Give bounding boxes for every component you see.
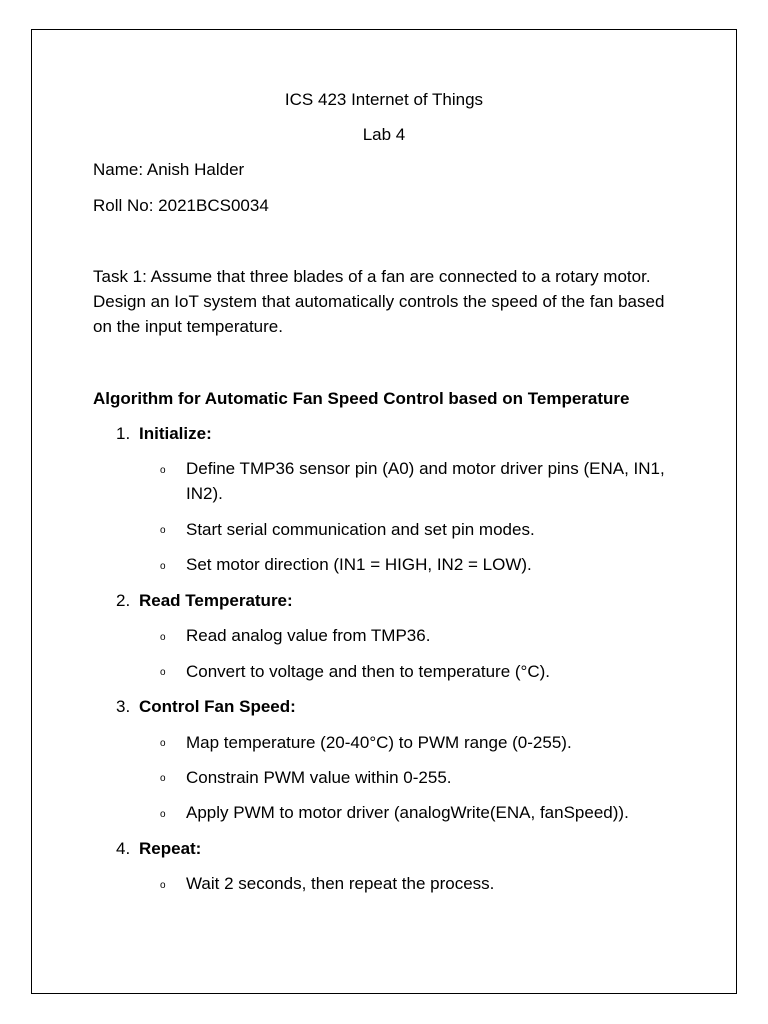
step-number: 2.	[116, 591, 131, 610]
step-item: Start serial communication and set pin modes.	[186, 520, 535, 539]
step-number: 4.	[116, 839, 131, 858]
step-item: Constrain PWM value within 0-255.	[186, 768, 452, 787]
step-item: Map temperature (20-40°C) to PWM range (0-255).	[186, 733, 572, 752]
lab-title: Lab 4	[362, 125, 406, 144]
algorithm-heading: Algorithm for Automatic Fan Speed Control based on Temperature	[93, 389, 630, 408]
step-item: Wait 2 seconds, then repeat the process.	[186, 874, 495, 893]
bullet-icon: o	[160, 465, 166, 476]
bullet-icon: o	[160, 880, 166, 891]
bullet-icon: o	[160, 525, 166, 536]
step-title: Control Fan Speed:	[139, 697, 296, 716]
step-number: 3.	[116, 697, 131, 716]
student-roll: Roll No: 2021BCS0034	[93, 196, 269, 215]
step-title: Repeat:	[139, 839, 202, 858]
student-name: Name: Anish Halder	[93, 160, 245, 179]
bullet-icon: o	[160, 809, 166, 820]
step-item: Set motor direction (IN1 = HIGH, IN2 = LOW).	[186, 555, 532, 574]
step-item: Read analog value from TMP36.	[186, 626, 431, 645]
step-title: Read Temperature:	[139, 591, 293, 610]
bullet-icon: o	[160, 773, 166, 784]
step-item: Apply PWM to motor driver (analogWrite(ENA, fanSpeed)).	[186, 803, 629, 822]
step-number: 1.	[116, 424, 131, 443]
bullet-icon: o	[160, 667, 166, 678]
step-item: Define TMP36 sensor pin (A0) and motor driver pins (ENA, IN1, IN2).	[186, 459, 665, 503]
bullet-icon: o	[160, 738, 166, 749]
task-description: Task 1: Assume that three blades of a fan are connected to a rotary motor. Design an IoT system that automatically controls the speed of the fan based on the input temperature.	[93, 267, 665, 336]
step-title: Initialize:	[139, 424, 212, 443]
bullet-icon: o	[160, 561, 166, 572]
course-title: ICS 423 Internet of Things	[284, 90, 484, 109]
bullet-icon: o	[160, 632, 166, 643]
step-item: Convert to voltage and then to temperature (°C).	[186, 662, 550, 681]
